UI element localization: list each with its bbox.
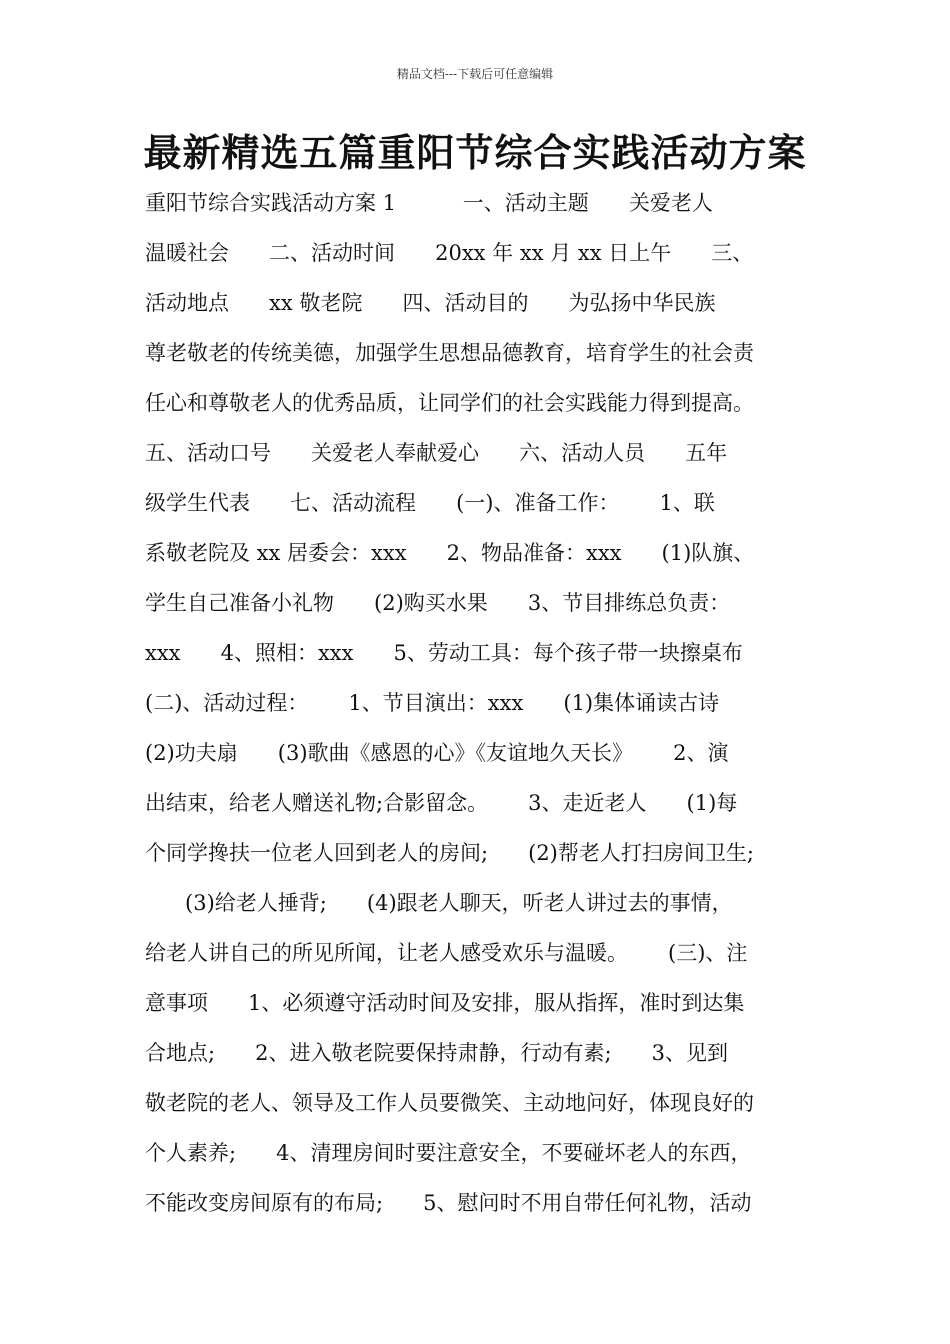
body-text-line: (二)、活动过程： 1、节目演出：xxx (1)集体诵读古诗 — [145, 691, 720, 715]
body-text-line: 出结束，给老人赠送礼物;合影留念。 3、走近老人 (1)每 — [145, 791, 738, 815]
body-text-line: 给老人讲自己的所见所闻，让老人感受欢乐与温暖。 (三)、注 — [145, 941, 748, 965]
document-title: 最新精选五篇重阳节综合实践活动方案 — [143, 131, 807, 175]
body-text-line: 个同学搀扶一位老人回到老人的房间; (2)帮老人打扫房间卫生; — [145, 841, 754, 865]
document-body — [145, 178, 807, 1228]
body-text-line: 学生自己准备小礼物 (2)购买水果 3、节目排练总负责： — [145, 591, 731, 615]
body-text-line: 重阳节综合实践活动方案 1 一、活动主题 关爱老人 — [145, 191, 713, 215]
body-text-line: 不能改变房间原有的布局; 5、慰问时不用自带任何礼物，活动 — [145, 1191, 752, 1215]
body-text-line: (2)功夫扇 (3)歌曲《感恩的心》《友谊地久天长》 2、演 — [145, 741, 729, 765]
body-text-line: 尊老敬老的传统美德，加强学生思想品德教育，培育学生的社会责 — [145, 341, 754, 365]
body-text-line: 系敬老院及 xx 居委会：xxx 2、物品准备：xxx (1)队旗、 — [145, 541, 755, 565]
body-text-line: 级学生代表 七、活动流程 (一)、准备工作： 1、联 — [145, 491, 715, 515]
body-text-line: 活动地点 xx 敬老院 四、活动目的 为弘扬中华民族 — [145, 291, 716, 315]
body-text-line: 敬老院的老人、领导及工作人员要微笑、主动地问好，体现良好的 — [145, 1091, 754, 1115]
body-text-line: (3)给老人捶背; (4)跟老人聊天，听老人讲过去的事情， — [145, 891, 733, 915]
body-text-line: 意事项 1、必须遵守活动时间及安排，服从指挥，准时到达集 — [145, 991, 745, 1015]
body-text-line: xxx 4、照相：xxx 5、劳动工具：每个孩子带一块擦桌布 — [145, 641, 743, 665]
body-text-line: 合地点; 2、进入敬老院要保持肃静，行动有素; 3、见到 — [145, 1041, 728, 1065]
body-text-line: 任心和尊敬老人的优秀品质，让同学们的社会实践能力得到提高。 — [145, 391, 754, 415]
body-text-line: 五、活动口号 关爱老人奉献爱心 六、活动人员 五年 — [145, 441, 728, 465]
body-text-line: 温暖社会 二、活动时间 20xx 年 xx 月 xx 日上午 三、 — [145, 241, 754, 265]
page-header: 精品文档---下载后可任意编辑 — [396, 67, 554, 81]
body-text-line: 个人素养; 4、清理房间时要注意安全，不要碰坏老人的东西， — [145, 1141, 752, 1165]
